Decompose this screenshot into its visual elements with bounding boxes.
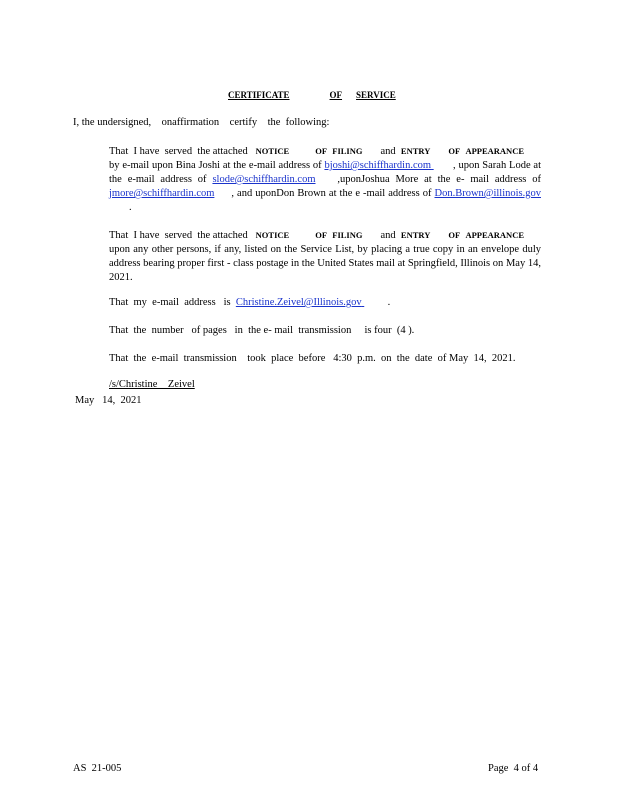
signature-line: /s/Christine Zeivel <box>109 379 195 390</box>
email-link-christine-zeivel[interactable]: Christine.Zeivel@Illinois.gov <box>235 297 362 308</box>
paragraph-service-mail <box>109 228 541 285</box>
email-link-slode[interactable]: slode@schiffhardin.com <box>212 174 316 185</box>
paragraph-1-body: by e-mail upon Bina Joshi at the e-mail address of bjoshi@schiffhardin.com , upon Sarah Lode at the e-mail address of slode@schiffhardin.com ,uponJoshua More at the e- mail address of jmore@schiffhardin.com , and uponDon Brown at the e -mail address of Don.Brown@illinois.gov. <box>109 160 542 213</box>
intro-statement: I, the undersigned, onaffirmation certify the following: <box>73 117 330 128</box>
paragraph-1-line-1: That I have served the attached NOTICE OF FILING and ENTRY OF APPEARANCE <box>109 146 525 157</box>
email-link-bjoshi[interactable]: bjoshi@schiffhardin.com <box>324 160 432 171</box>
paragraph-2-body: upon any other persons, if any, listed on the Service List, by placing a true copy in an envelope duly address bearing proper first - class postage in the United States mail at Springfield, Illinois on May 14, 2021. <box>109 244 541 283</box>
footer-case-number: AS 21-005 <box>73 763 122 774</box>
paragraph-2-line-1: That I have served the attached NOTICE OF FILING and ENTRY OF APPEARANCE <box>109 230 525 241</box>
paragraph-email-address: That my e-mail address is Christine.Zeivel@Illinois.gov . <box>109 297 391 308</box>
certificate-title <box>228 88 420 102</box>
email-link-jmore[interactable]: jmore@schiffhardin.com <box>109 188 215 199</box>
paragraph-page-count: That the number of pages in the e- mail transmission is four (4 ). <box>109 325 415 336</box>
title-word-service: SERVICE <box>356 90 396 100</box>
paragraph-transmission-time: That the e-mail transmission took place before 4:30 p.m. on the date of May 14, 2021. <box>109 353 516 364</box>
title-word-of: OF <box>329 90 343 100</box>
email-link-don-brown[interactable]: Don.Brown@illinois.gov <box>434 188 541 199</box>
title-word-certificate: CERTIFICATE <box>228 90 290 100</box>
paragraph-service-email <box>109 144 541 215</box>
footer-page-number: Page 4 of 4 <box>488 763 539 774</box>
signature-date: May 14, 2021 <box>75 395 142 406</box>
